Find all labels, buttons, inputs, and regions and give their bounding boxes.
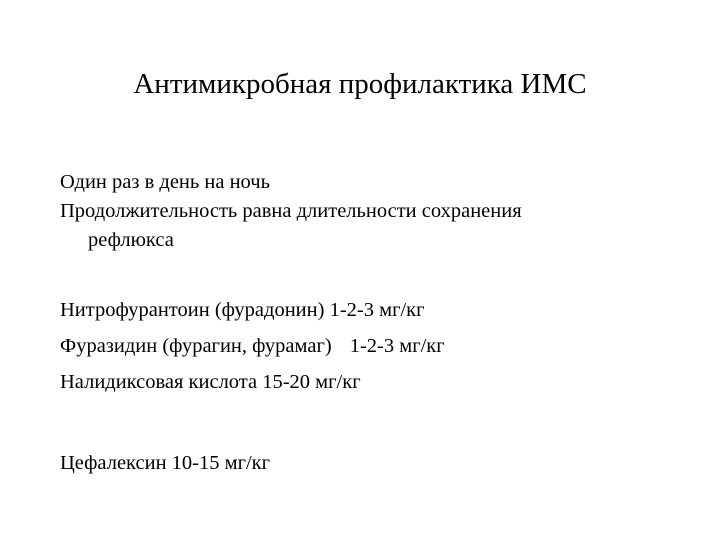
spacer: [60, 266, 700, 292]
text-line-nitrofurantoin: Нитрофурантоин (фурадонин) 1-2-3 мг/кг: [60, 299, 425, 321]
text-line-furazidin: [60, 328, 700, 364]
text-line-nalidixic-acid: Налидиксовая кислота 15-20 мг/кг: [60, 371, 361, 393]
text-line-dosing-time: Один раз в день на ночь: [60, 171, 270, 193]
furazidin-name: Фуразидин (фурагин, фурамаг): [60, 335, 332, 357]
furazidin-dose: 1-2-3 мг/кг: [349, 335, 445, 357]
text-line-duration: Продолжительность равна длительности сохранения: [60, 200, 522, 222]
text-line-cefalexin: Цефалексин 10-15 мг/кг: [60, 452, 271, 474]
spacer: [60, 400, 700, 445]
slide-title: Антимикробная профилактика ИМС: [133, 68, 587, 100]
text-line-duration-cont: рефлюкса: [88, 229, 174, 251]
slide-body: [60, 168, 700, 481]
